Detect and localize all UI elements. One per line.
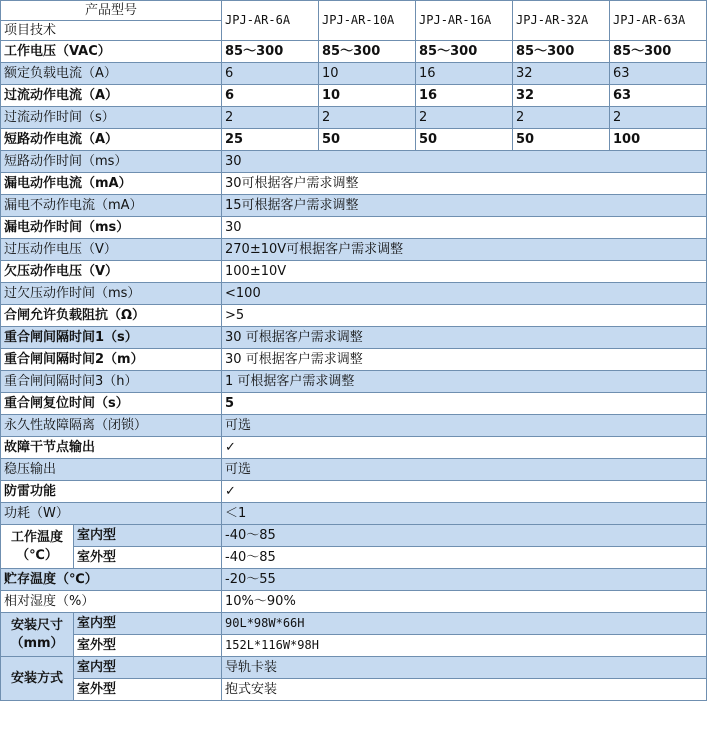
row-impedance <box>1 305 707 327</box>
cell-value: 32 <box>513 85 610 107</box>
row-label: 漏电动作电流（mA） <box>1 173 222 195</box>
cell-value: 25 <box>222 129 319 151</box>
cell-value: 2 <box>416 107 513 129</box>
cell-value: 6 <box>222 85 319 107</box>
cell-value: ＜1 <box>222 503 707 525</box>
row-leak-current <box>1 173 707 195</box>
cell-value: 100±10V <box>222 261 707 283</box>
cell-value: 16 <box>416 63 513 85</box>
row-label: 工作电压（VAC） <box>1 41 222 63</box>
row-label: 欠压动作电压（V） <box>1 261 222 283</box>
row-work-temp-indoor <box>1 525 707 547</box>
cell-value: 100 <box>610 129 707 151</box>
row-ov-voltage <box>1 239 707 261</box>
cell-value: -40～85 <box>222 525 707 547</box>
cell-value: 30 <box>222 151 707 173</box>
cell-value: 152L*116W*98H <box>222 635 707 657</box>
product-model-label: 产品型号 <box>1 1 222 21</box>
cell-value: -20～55 <box>222 569 707 591</box>
row-rated-current <box>1 63 707 85</box>
row-label: 漏电不动作电流（mA） <box>1 195 222 217</box>
install-size-label <box>1 613 74 657</box>
sub-label-indoor: 室内型 <box>74 525 222 547</box>
cell-value: 16 <box>416 85 513 107</box>
row-label: 功耗（W） <box>1 503 222 525</box>
row-label: 过欠压动作时间（ms） <box>1 283 222 305</box>
cell-value: 85～300 <box>416 41 513 63</box>
cell-value: 32 <box>513 63 610 85</box>
header-row-1 <box>1 1 707 21</box>
row-label: 重合闸间隔时间2（m） <box>1 349 222 371</box>
cell-value: 导轨卡装 <box>222 657 707 679</box>
cell-value: 50 <box>416 129 513 151</box>
row-ovuv-time <box>1 283 707 305</box>
row-label: 防雷功能 <box>1 481 222 503</box>
row-label: 重合闸间隔时间1（s） <box>1 327 222 349</box>
cell-value: 30 可根据客户需求调整 <box>222 327 707 349</box>
row-label: 相对湿度（%） <box>1 591 222 613</box>
row-install-size-outdoor <box>1 635 707 657</box>
model-16a: JPJ-AR-16A <box>416 1 513 41</box>
row-label: 漏电动作时间（ms） <box>1 217 222 239</box>
row-label: 永久性故障隔离（闭锁） <box>1 415 222 437</box>
cell-value: 30 可根据客户需求调整 <box>222 349 707 371</box>
sub-label-indoor: 室内型 <box>74 613 222 635</box>
row-lightning <box>1 481 707 503</box>
work-temp-label-line2: （℃） <box>16 547 58 563</box>
cell-value: 63 <box>610 63 707 85</box>
row-reset-time <box>1 393 707 415</box>
row-label: 过流动作时间（s） <box>1 107 222 129</box>
row-reclose2 <box>1 349 707 371</box>
cell-value: 可选 <box>222 415 707 437</box>
row-regulation <box>1 459 707 481</box>
row-reclose1 <box>1 327 707 349</box>
model-32a: JPJ-AR-32A <box>513 1 610 41</box>
work-temp-label <box>1 525 74 569</box>
row-label: 故障干节点输出 <box>1 437 222 459</box>
row-isolation <box>1 415 707 437</box>
row-label: 过压动作电压（V） <box>1 239 222 261</box>
install-size-label-line2: （mm） <box>10 635 64 651</box>
cell-value: 5 <box>222 393 707 415</box>
row-sc-time <box>1 151 707 173</box>
cell-value: 90L*98W*66H <box>222 613 707 635</box>
cell-value: 85～300 <box>610 41 707 63</box>
install-method-label: 安装方式 <box>1 657 74 701</box>
cell-value: 2 <box>319 107 416 129</box>
project-tech-label: 项目技术 <box>1 21 222 41</box>
work-temp-label-line1: 工作温度 <box>10 529 63 545</box>
row-power <box>1 503 707 525</box>
cell-value: 50 <box>319 129 416 151</box>
row-voltage <box>1 41 707 63</box>
cell-value: 2 <box>610 107 707 129</box>
cell-value: 270±10V可根据客户需求调整 <box>222 239 707 261</box>
cell-value: 6 <box>222 63 319 85</box>
row-label: 额定负载电流（A） <box>1 63 222 85</box>
cell-value: 30 <box>222 217 707 239</box>
row-uv-voltage <box>1 261 707 283</box>
cell-value: 85～300 <box>513 41 610 63</box>
row-leak-time <box>1 217 707 239</box>
check-icon: ✓ <box>222 437 707 459</box>
cell-value: 2 <box>222 107 319 129</box>
row-label: 重合闸复位时间（s） <box>1 393 222 415</box>
row-work-temp-outdoor <box>1 547 707 569</box>
row-leak-nonop <box>1 195 707 217</box>
row-oc-time <box>1 107 707 129</box>
cell-value: 1 可根据客户需求调整 <box>222 371 707 393</box>
cell-value: 抱式安装 <box>222 679 707 701</box>
cell-value: -40～85 <box>222 547 707 569</box>
cell-value: <100 <box>222 283 707 305</box>
row-label: 贮存温度（℃） <box>1 569 222 591</box>
model-10a: JPJ-AR-10A <box>319 1 416 41</box>
row-dry-contact <box>1 437 707 459</box>
row-label: 稳压输出 <box>1 459 222 481</box>
sub-label-indoor: 室内型 <box>74 657 222 679</box>
row-label: 过流动作电流（A） <box>1 85 222 107</box>
cell-value: 85～300 <box>222 41 319 63</box>
row-sc-current <box>1 129 707 151</box>
row-storage-temp <box>1 569 707 591</box>
check-icon: ✓ <box>222 481 707 503</box>
cell-value: 15可根据客户需求调整 <box>222 195 707 217</box>
row-oc-current <box>1 85 707 107</box>
row-label: 重合闸间隔时间3（h） <box>1 371 222 393</box>
cell-value: 10 <box>319 85 416 107</box>
row-install-method-outdoor <box>1 679 707 701</box>
cell-value: 30可根据客户需求调整 <box>222 173 707 195</box>
install-size-label-line1: 安装尺寸 <box>10 617 63 633</box>
sub-label-outdoor: 室外型 <box>74 635 222 657</box>
row-label: 短路动作电流（A） <box>1 129 222 151</box>
sub-label-outdoor: 室外型 <box>74 547 222 569</box>
cell-value: 10 <box>319 63 416 85</box>
cell-value: >5 <box>222 305 707 327</box>
row-install-method-indoor <box>1 657 707 679</box>
cell-value: 50 <box>513 129 610 151</box>
model-6a: JPJ-AR-6A <box>222 1 319 41</box>
cell-value: 85～300 <box>319 41 416 63</box>
row-reclose3 <box>1 371 707 393</box>
model-63a: JPJ-AR-63A <box>610 1 707 41</box>
cell-value: 63 <box>610 85 707 107</box>
cell-value: 2 <box>513 107 610 129</box>
row-install-size-indoor <box>1 613 707 635</box>
sub-label-outdoor: 室外型 <box>74 679 222 701</box>
row-label: 短路动作时间（ms） <box>1 151 222 173</box>
cell-value: 可选 <box>222 459 707 481</box>
cell-value: 10%～90% <box>222 591 707 613</box>
row-label: 合闸允许负载阻抗（Ω） <box>1 305 222 327</box>
row-humidity <box>1 591 707 613</box>
